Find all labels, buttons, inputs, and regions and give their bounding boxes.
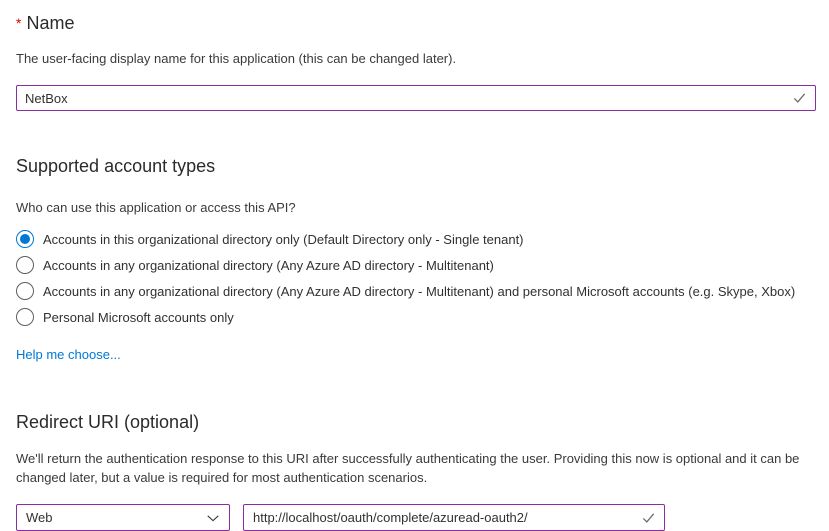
radio-button-icon[interactable] [16, 282, 34, 300]
radio-option-label: Accounts in this organizational directory only (Default Directory only - Single tenant) [43, 231, 524, 247]
radio-option-multitenant[interactable] [16, 252, 815, 278]
radio-option-personal-only[interactable] [16, 304, 815, 330]
radio-option-single-tenant[interactable] [16, 226, 815, 252]
redirect-uri-title: Redirect URI (optional) [16, 412, 200, 432]
radio-button-icon[interactable] [16, 308, 34, 326]
account-types-question: Who can use this application or access this API? [16, 200, 296, 215]
redirect-uri-input[interactable] [243, 504, 665, 531]
radio-option-label: Accounts in any organizational directory (Any Azure AD directory - Multitenant) [43, 257, 494, 273]
name-section-title [16, 12, 815, 34]
name-title-text: Name [26, 13, 75, 33]
radio-option-label: Accounts in any organizational directory (Any Azure AD directory - Multitenant) and personal Microsoft accounts (e.g. Skype, Xbox) [43, 283, 796, 299]
platform-select-value: Web [26, 510, 53, 525]
name-input-wrap [16, 85, 816, 111]
chevron-down-icon [206, 511, 220, 525]
help-me-choose-link[interactable]: Help me choose... [16, 347, 121, 362]
name-input[interactable] [16, 85, 816, 111]
radio-option-multitenant-personal[interactable] [16, 278, 815, 304]
radio-button-icon[interactable] [16, 230, 34, 248]
radio-button-icon[interactable] [16, 256, 34, 274]
required-asterisk: * [16, 15, 22, 31]
platform-select[interactable] [16, 504, 230, 531]
account-types-title: Supported account types [16, 156, 216, 176]
radio-option-label: Personal Microsoft accounts only [43, 309, 234, 325]
redirect-uri-row [16, 504, 815, 531]
name-description: The user-facing display name for this application (this can be changed later). [16, 51, 457, 66]
account-types-radio-group [16, 226, 815, 330]
redirect-uri-description: We'll return the authentication response to this URI after successfully authenticating the user. Providing this now is optional and it can be changed later, but a value is required for most authentication scenarios. [16, 451, 800, 485]
redirect-uri-input-wrap [243, 504, 665, 531]
